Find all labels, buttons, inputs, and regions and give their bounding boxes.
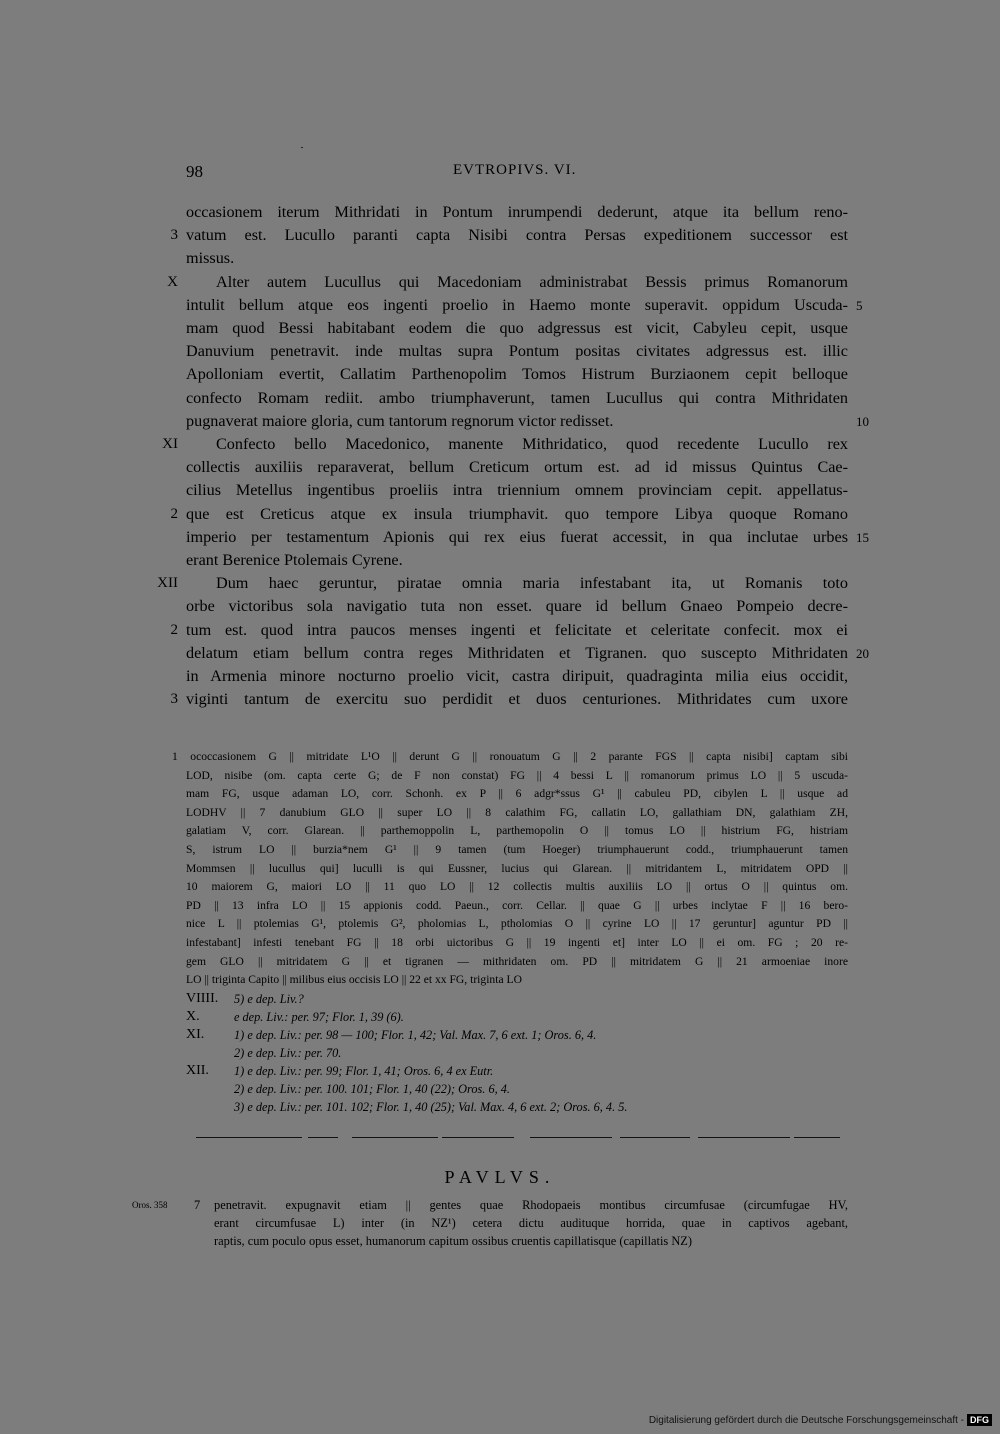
text-line: confecto Romam rediit. ambo triumphaverunt, tamen Lucullus qui contra Mithridaten: [186, 388, 848, 407]
separator-rule: [530, 1137, 612, 1138]
source-text: 1) e dep. Liv.: per. 99; Flor. 1, 41; Oros. 6, 4 ex Eutr.: [234, 1064, 494, 1078]
separator-rule: [698, 1137, 790, 1138]
text-line: missus.: [186, 249, 235, 268]
source-row: [0, 990, 1000, 1008]
apparatus-line: Mommsen || lucullus qui] luculli is qui Eussner, lucius qui Glarean. || mitridantem L, mitridatem OPD ||: [186, 861, 848, 875]
apparatus-line: mam FG, usque adaman LO, corr. Schonh. ex P || 6 adgr*ssus G¹ || cabuleu PD, cibylen L || usque ad: [186, 787, 848, 801]
text-line: intulit bellum atque eos ingenti proelio in Haemo monte superavit. oppidum Uscuda-: [186, 295, 848, 314]
text-line: Alter autem Lucullus qui Macedoniam administrabat Bessis primus Romanorum: [216, 272, 848, 291]
paulus-line-number: 7: [194, 1198, 201, 1212]
line-number: 10: [856, 413, 869, 429]
text-line: cilius Metellus ingentibus proeliis intra triennium omnem provinciam cepit. appellatus-: [186, 481, 848, 500]
source-row: [0, 1026, 1000, 1044]
text-line: Danuvium penetravit. inde multas supra Pontum positas civitates adgressus est. illic: [186, 342, 848, 361]
source-text: 5) e dep. Liv.?: [234, 992, 304, 1006]
chapter-marker: 2: [170, 505, 178, 522]
source-label: XI.: [186, 1027, 205, 1042]
source-row: [0, 1098, 1000, 1116]
paulus-heading: PAVLVS.: [444, 1167, 556, 1187]
source-text: e dep. Liv.: per. 97; Flor. 1, 39 (6).: [234, 1010, 404, 1024]
apparatus-line: gem GLO || mitridatem G || et tigranen — mithridaten om. PD || mitridatem G || 21 armoeniae inore: [186, 954, 848, 968]
paulus-line: penetravit. expugnavit etiam || gentes quae Rhodopaeis montibus circumfusae (circumfugae HV,: [214, 1198, 848, 1212]
chapter-marker: XI: [162, 436, 178, 452]
separator-rule: [352, 1137, 438, 1138]
text-line: delatum etiam bellum contra reges Mithridaten et Tigranen. quo suscepto Mithridaten: [186, 643, 848, 662]
separator-rule: [442, 1137, 514, 1138]
text-line: collectis auxiliis reparaverat, bellum Creticum ortum est. ad id missus Quintus Cae-: [186, 458, 848, 477]
page-number: 98: [186, 162, 203, 181]
apparatus-line: LO || triginta Capito || milibus eius occisis LO || 22 et xx FG, triginta LO: [186, 973, 522, 987]
text-line: erant Berenice Ptolemais Cyrene.: [186, 551, 403, 569]
paulus-line: raptis, cum poculo opus esset, humanorum capitum ossibus cruentis capillatisque (capillatis NZ): [214, 1234, 692, 1248]
paulus-ref: Oros. 358: [132, 1200, 168, 1210]
text-line: Apolloniam evertit, Callatim Parthenopolim Tomos Histrum Burziaonem cepit belloque: [186, 365, 848, 384]
separator-rule: [308, 1137, 338, 1138]
running-title: EVTROPIVS. VI.: [453, 162, 577, 178]
apparatus-line: nice L || ptolemias G¹, ptolemis G², pholomias L, ptholomias O || cyrine LO || 17 geruntur] aguntur PD ||: [186, 917, 848, 931]
source-label: XII.: [186, 1063, 209, 1078]
text-line: tum est. quod intra paucos menses ingenti et felicitate et celeritate confecit. mox ei: [186, 620, 848, 639]
text-line: Confecto bello Macedonico, manente Mithridatico, quod recedente Lucullo rex: [216, 435, 848, 453]
source-text: 2) e dep. Liv.: per. 100. 101; Flor. 1, 40 (22); Oros. 6, 4.: [234, 1082, 510, 1096]
text-line: pugnaverat maiore gloria, cum tantorum regnorum victor redisset.: [186, 411, 614, 430]
text-line: mam quod Bessi habitabant eodem die quo adgressus est vicit, Cabyleu cepit, usque: [186, 319, 848, 337]
line-number: 15: [856, 529, 869, 545]
dfg-logo: DFG: [967, 1414, 992, 1426]
source-text: 2) e dep. Liv.: per. 70.: [234, 1046, 342, 1060]
apparatus-line: LODHV || 7 danubium GLO || super LO || 8 calathim FG, callatin LO, gallathiam DN, galathiam ZH,: [186, 805, 848, 819]
source-text: 3) e dep. Liv.: per. 101. 102; Flor. 1, 40 (25); Val. Max. 4, 6 ext. 2; Oros. 6, 4. 5.: [234, 1100, 628, 1114]
source-text: 1) e dep. Liv.: per. 98 — 100; Flor. 1, 42; Val. Max. 7, 6 ext. 1; Oros. 6, 4.: [234, 1028, 597, 1042]
apparatus-line: 1 ococcasionem G || mitridate L¹O || derunt G || ronouatum G || 2 parante FGS || capta nisibi] captam sibi: [172, 750, 848, 763]
paulus-line: erant circumfusae L) inter (in NZ¹) cetera dictu audituque horrida, quae in captivos agebant,: [214, 1216, 848, 1230]
speck: [301, 147, 303, 148]
line-number: 20: [856, 645, 869, 661]
text-line: vatum est. Lucullo paranti capta Nisibi contra Persas expeditionem successor est: [186, 226, 848, 245]
text-line: occasionem iterum Mithridati in Pontum inrumpendi dederunt, atque ita bellum reno-: [186, 203, 848, 221]
separator-rule: [794, 1137, 840, 1138]
chapter-marker: 2: [170, 621, 178, 638]
source-row: [0, 1080, 1000, 1098]
chapter-marker: XII: [157, 575, 178, 592]
footer: [649, 1414, 992, 1426]
apparatus-line: PD || 13 infra LO || 15 appionis codd. Paeun., corr. Cellar. || quae G || urbes inclytae F || 16 bero-: [186, 898, 848, 912]
footer-text: Digitalisierung gefördert durch die Deutsche Forschungsgemeinschaft -: [648, 1415, 964, 1426]
line-number: 5: [856, 297, 863, 313]
text-line: que est Creticus atque ex insula triumphavit. quo tempore Libya quoque Romano: [186, 504, 848, 523]
text-line: in Armenia minore nocturno proelio vicit, castra diripuit, quadraginta milia eius occidit,: [186, 667, 848, 685]
chapter-marker: X: [167, 273, 178, 290]
text-line: orbe victoribus sola navigatio tuta non esset. quare id bellum Gnaeo Pompeio decre-: [186, 597, 848, 616]
source-row: [0, 1062, 1000, 1080]
text-line: viginti tantum de exercitu suo perdidit et duos centuriones. Mithridates cum uxore: [186, 690, 848, 709]
chapter-marker: 3: [170, 227, 178, 244]
separator-rule: [196, 1137, 302, 1138]
apparatus-line: S, istrum LO || burzia*nem G¹ || 9 tamen (tum Hoeger) triumphauerunt codd., triumphauerunt tamen: [186, 843, 848, 856]
source-row: [0, 1008, 1000, 1026]
source-row: [0, 1044, 1000, 1062]
source-label: VIIII.: [186, 991, 219, 1006]
apparatus-line: infestabant] infesti tenebant FG || 18 orbi uictoribus G || 19 ingenti et] inter LO || ei om. FG ; 20 re-: [186, 936, 848, 949]
apparatus-line: galatiam V, corr. Glarean. || parthemoppolin L, parthemopolin O || tomus LO || histrium FG, histriam: [186, 824, 848, 838]
apparatus-line: 10 maiorem G, maiori LO || 11 quo LO || 12 collectis multis auxiliis LO || ortus O || quintus om.: [186, 880, 848, 894]
text-line: Dum haec geruntur, piratae omnia maria infestabant ita, ut Romanis toto: [216, 574, 848, 593]
chapter-marker: 3: [170, 691, 178, 708]
separator-rule: [620, 1137, 690, 1138]
source-label: X.: [186, 1009, 200, 1024]
apparatus-line: LOD, nisibe (om. capta certe G; de F non constat) FG || 4 bessi L || romanorum primus LO || 5 uscuda-: [186, 768, 848, 782]
text-line: imperio per testamentum Apionis qui rex eius fuerat accessit, in qua inclutae urbes: [186, 527, 848, 546]
